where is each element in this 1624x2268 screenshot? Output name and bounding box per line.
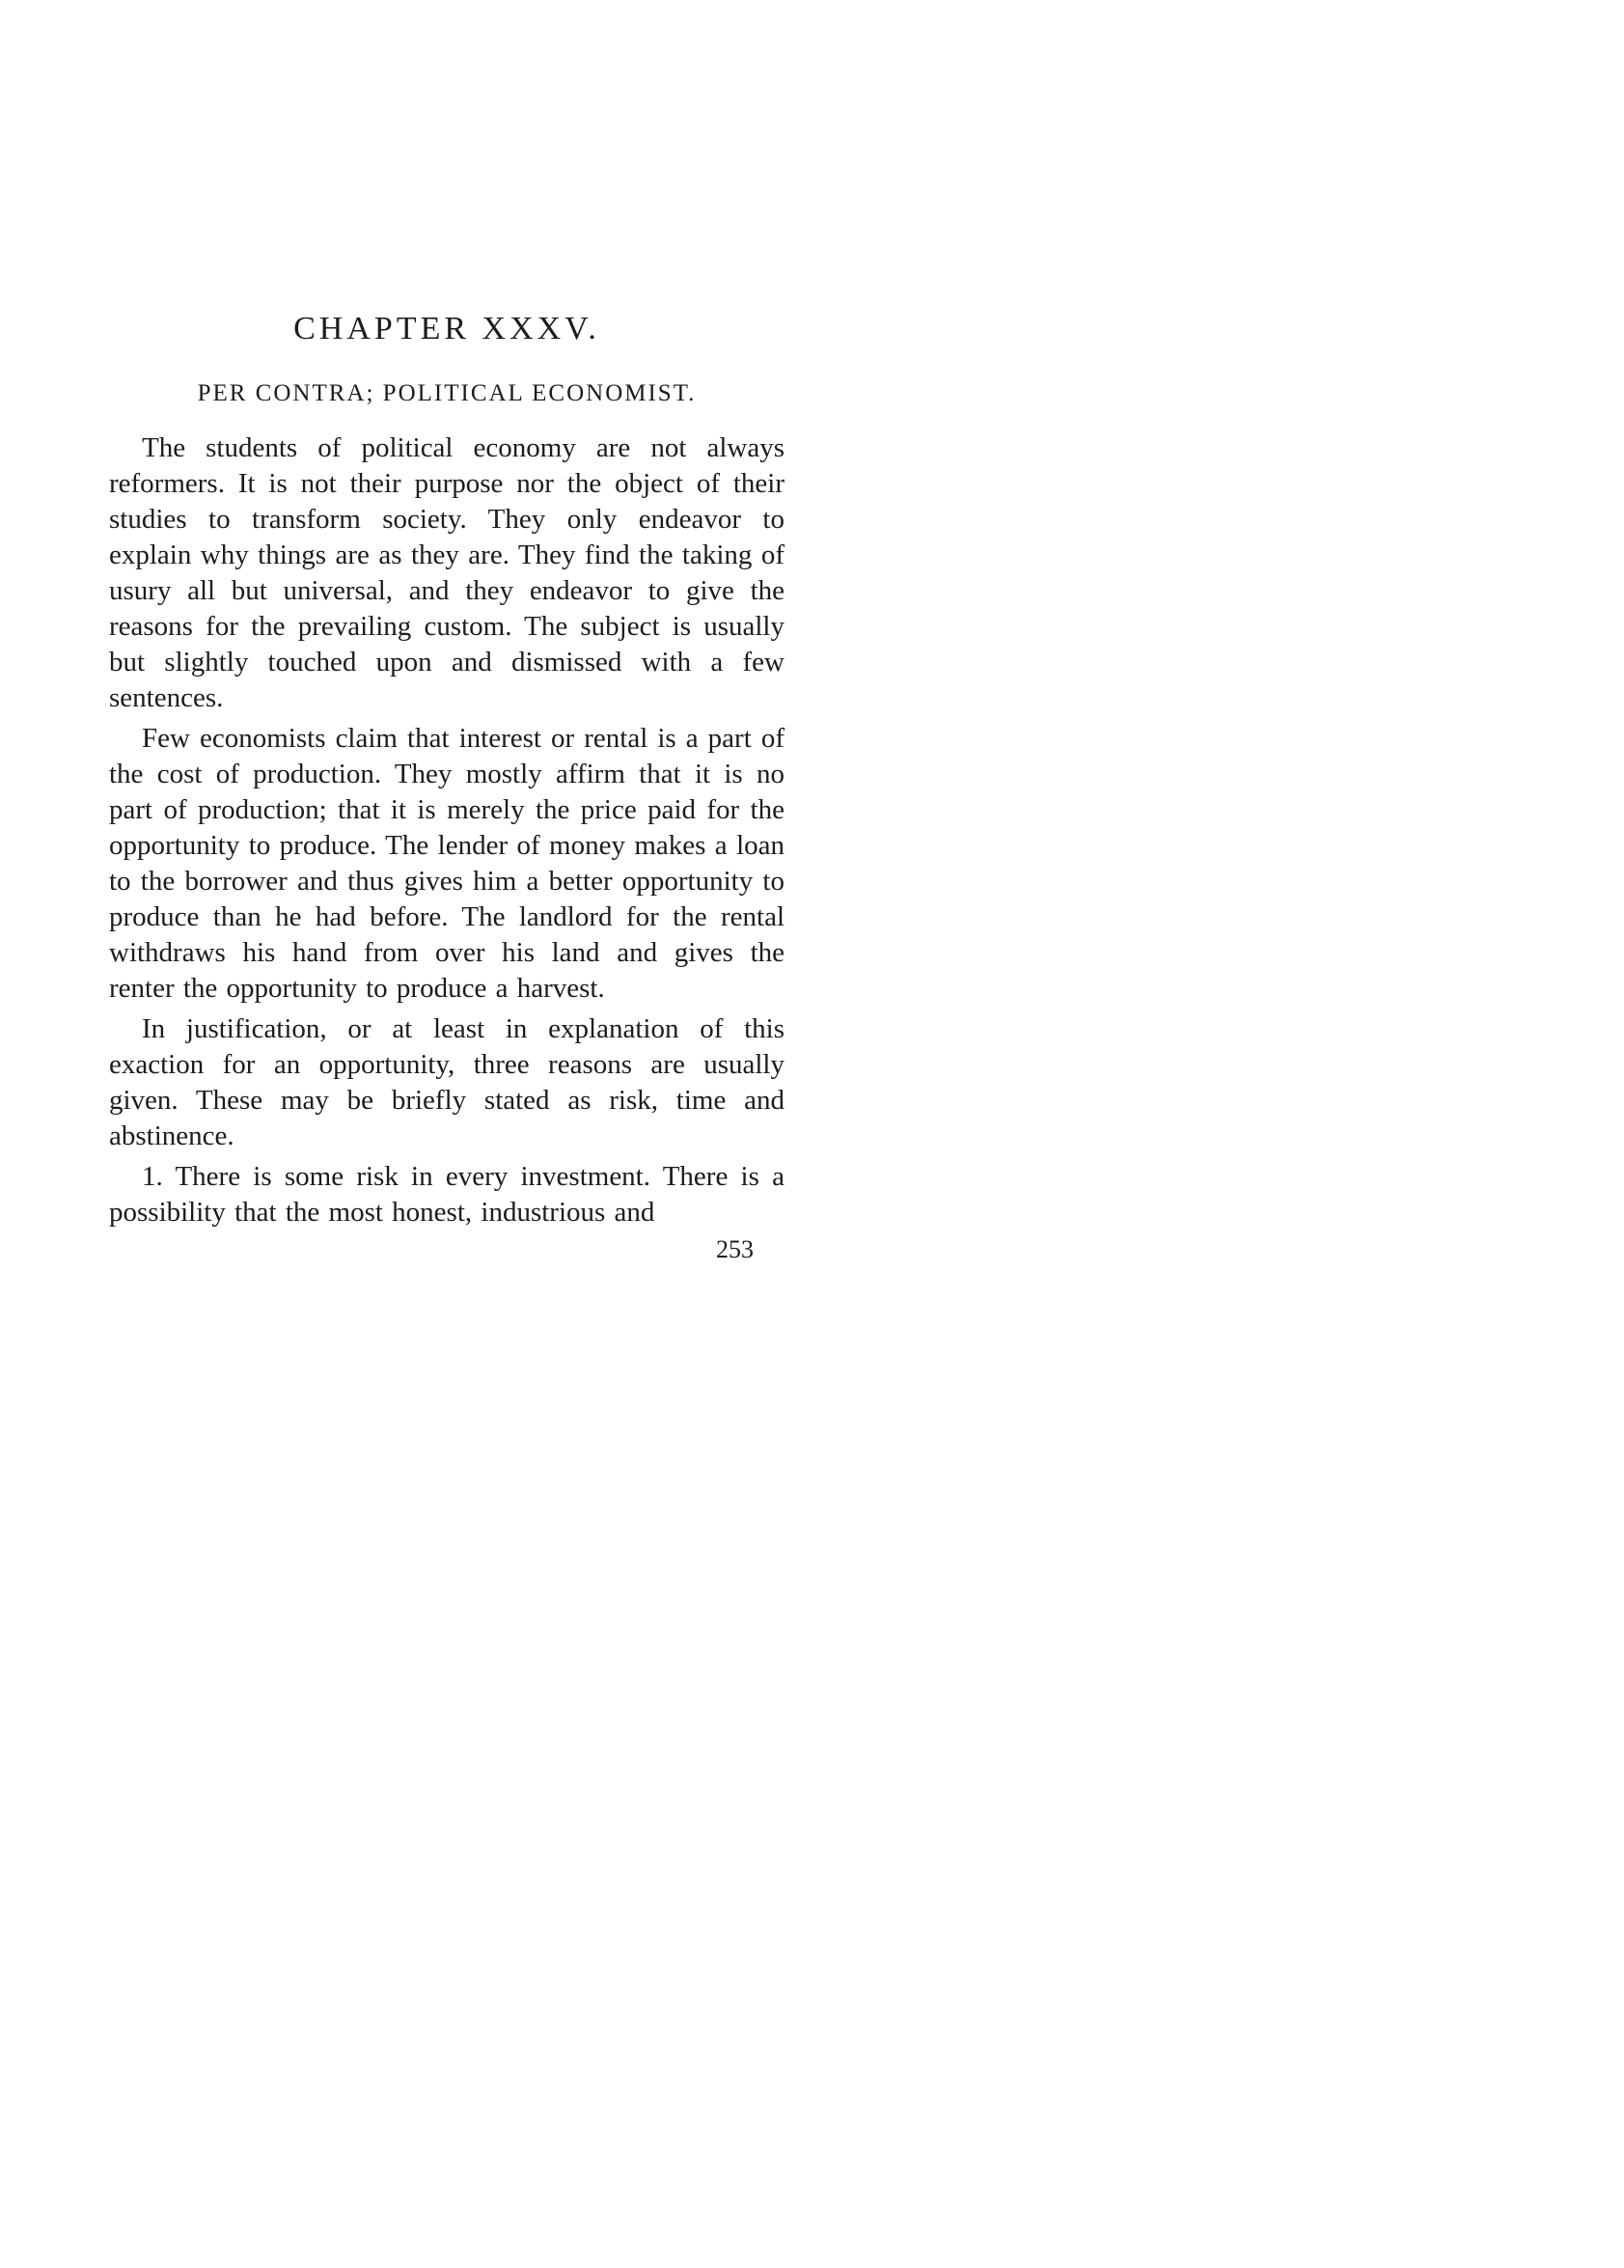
paragraph: 1. There is some risk in every investment. There is a possibility that the most honest, industrious and [109, 1161, 784, 1228]
section-title: PER CONTRA; POLITICAL ECONOMIST. [197, 380, 697, 406]
paragraph: The students of political economy are not always reformers. It is not their purpose nor the object of their studies to transform society. They only endeavor to explain why things are as they are. They find the taking of usury all but universal, and they endeavor to give the reasons for the prevailing custom. The subject is usually but slightly touched upon and dismissed with a few sentences. [109, 432, 784, 713]
body-text [109, 430, 784, 1231]
paragraph: In justification, or at least in explanation of this exaction for an opportunity, three reasons are usually given. These may be briefly stated as risk, time and abstinence. [109, 1013, 784, 1151]
paragraph: Few economists claim that interest or rental is a part of the cost of production. They mostly affirm that it is no part of production; that it is merely the price paid for the opportunity to produce. The lender of money makes a loan to the borrower and thus gives him a better opportunity to produce than he had before. The landlord for the rental withdraws his hand from over his land and gives the renter the opportunity to produce a harvest. [109, 723, 784, 1004]
chapter-heading: CHAPTER XXXV. [293, 311, 600, 346]
page-number: 253 [716, 1235, 754, 1263]
text-block [109, 311, 784, 1264]
